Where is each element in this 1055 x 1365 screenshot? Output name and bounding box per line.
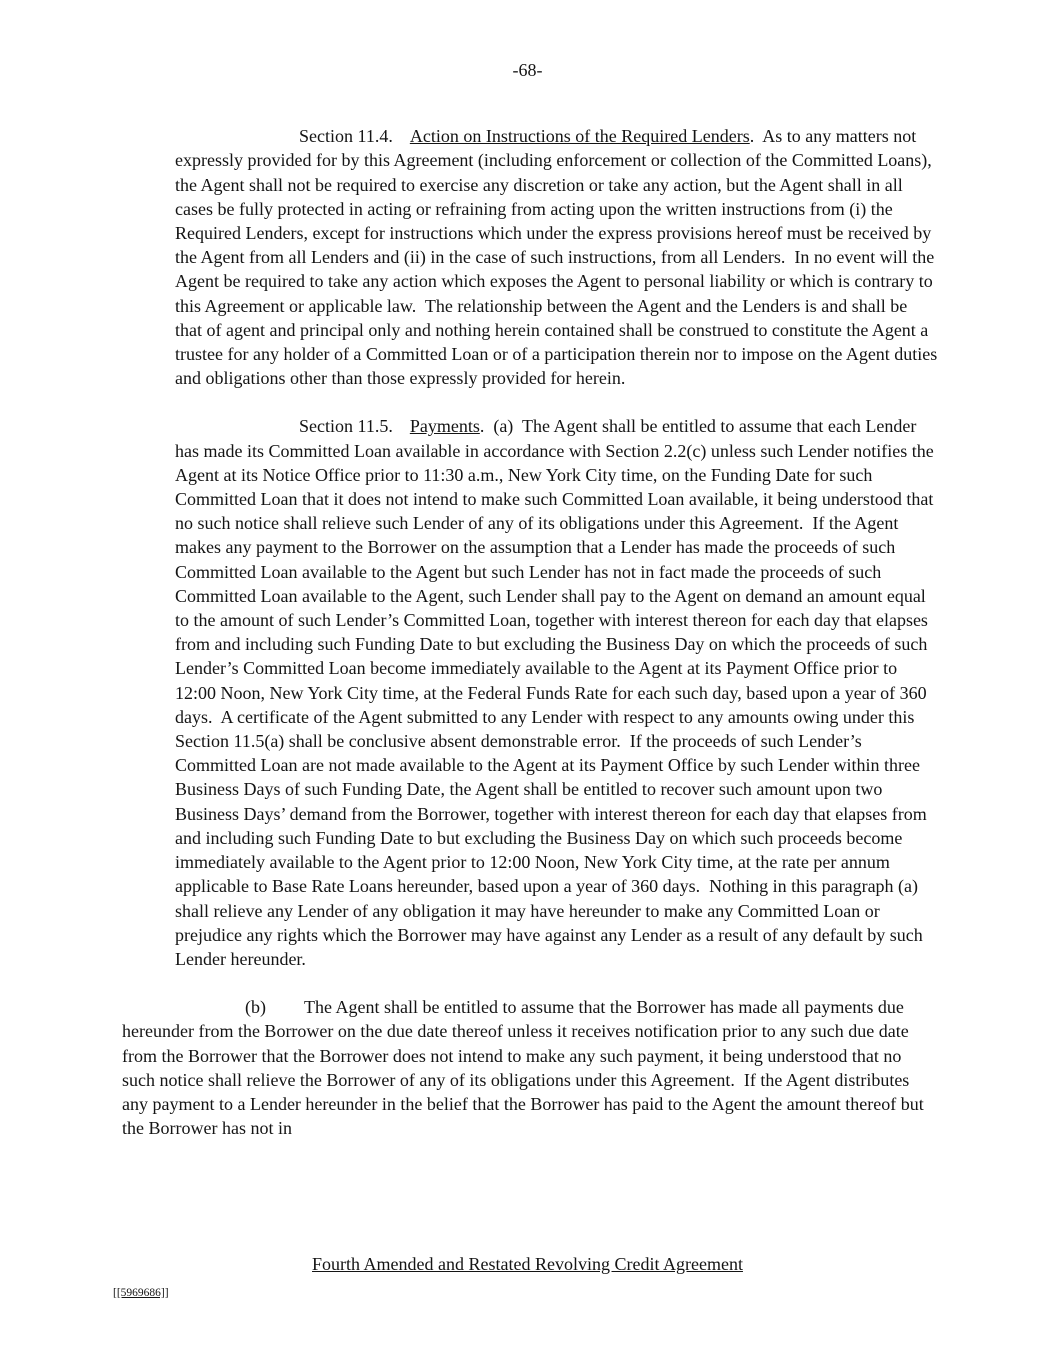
paragraph-section-11-5: [175, 414, 938, 971]
section-11-5-heading: Payments: [409, 416, 480, 437]
page-number: -68-: [512, 60, 543, 80]
paragraph-b-label: (b): [245, 997, 266, 1018]
paragraph-b: [122, 995, 938, 1140]
document-id-stamp: [[5969686]]: [113, 1287, 169, 1299]
paragraph-section-11-4: [175, 124, 942, 390]
section-11-5-label: Section 11.5.: [299, 416, 393, 437]
section-11-4-label: Section 11.4.: [299, 126, 393, 147]
footer-agreement-title: Fourth Amended and Restated Revolving Credit Agreement: [312, 1254, 743, 1274]
section-11-5-text: . (a) The Agent shall be entitled to assume that each Lender has made its Committed Loan available in accordance with Section 2.2(c) unless such Lender notifies the Agent at its Notice Office prior to 11:30 a.m., New York City time, on the Funding Date for such Committed Loan that it does not intend to make such Committed Loan available, it being understood that no such notice shall relieve such Lender of any of its obligations under this Agreement. If the Agent makes any payment to the Borrower on the assumption that a Lender has made the proceeds of such Committed Loan available to the Agent but such Lender has not in fact made the proceeds of such Committed Loan available to the Agent, such Lender shall pay to the Agent on demand an amount equal to the amount of such Lender’s Committed Loan, together with interest thereon for each day that elapses from and including such Funding Date to but excluding the Business Day on which the proceeds of such Lender’s Committed Loan become immediately available to the Agent at its Payment Office prior to 12:00 Noon, New York City time, at the Federal Funds Rate for each such day, based upon a year of 360 days. A certificate of the Agent submitted to any Lender with respect to any amounts owing under this Section 11.5(a) shall be conclusive absent demonstrable error. If the proceeds of such Lender’s Committed Loan are not made available to the Agent at its Payment Office by such Lender within three Business Days of such Funding Date, the Agent shall be entitled to recover such amount upon two Business Days’ demand from the Borrower, together with interest thereon for each day that elapses from and including such Funding Date to but excluding the Business Day on which such proceeds become immediately available to the Agent prior to 12:00 Noon, New York City time, at the rate per annum applicable to Base Rate Loans hereunder, based upon a year of 360 days. Nothing in this paragraph (a) shall relieve any Lender of any obligation it may have hereunder to make any Committed Loan or prejudice any rights which the Borrower may have against any Lender as a result of any default by such Lender hereunder.: [175, 416, 938, 969]
paragraph-b-text: The Agent shall be entitled to assume that the Borrower has made all payments due hereunder from the Borrower on the due date thereof unless it receives notification prior to any such due date from the Borrower that the Borrower does not intend to make any such payment, it being understood that no such notice shall relieve the Borrower of any of its obligations under this Agreement. If the Agent distributes any payment to a Lender hereunder in the belief that the Borrower has paid to the Agent the amount thereof but the Borrower has not in: [122, 997, 929, 1139]
document-body: [122, 124, 942, 1140]
section-11-4-text: . As to any matters not expressly provided for by this Agreement (including enforcement or collection of the Committed Loans), the Agent shall not be required to exercise any discretion or take any action, but the Agent shall in all cases be fully protected in acting or refraining from acting upon the written instructions from (i) the Required Lenders, except for instructions which under the express provisions hereof must be received by the Agent from all Lenders and (ii) in the case of such instructions, from all Lenders. In no event will the Agent be required to take any action which exposes the Agent to personal liability or which is contrary to this Agreement or applicable law. The relationship between the Agent and the Lenders is and shall be that of agent and principal only and nothing herein contained shall be construed to constitute the Agent a trustee for any holder of a Committed Loan or of a participation therein nor to impose on the Agent duties and obligations other than those expressly provided for herein.: [175, 126, 942, 389]
section-11-4-heading: Action on Instructions of the Required Lenders: [409, 126, 750, 147]
